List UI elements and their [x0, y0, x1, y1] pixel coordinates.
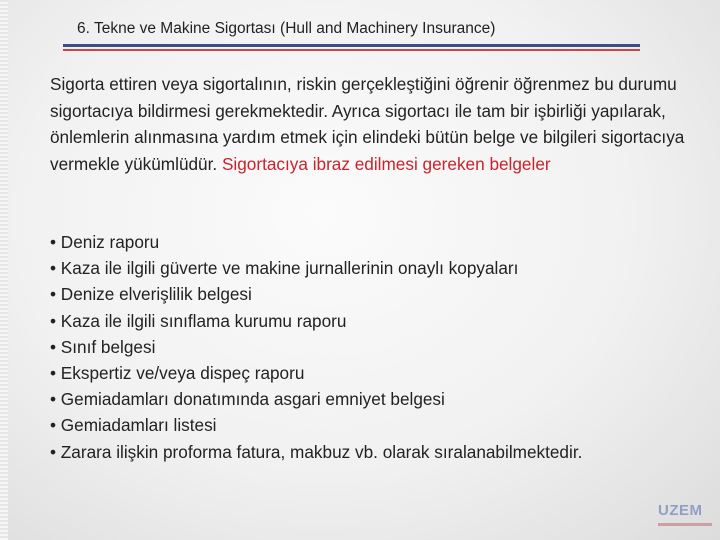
title-underline-red	[63, 49, 640, 51]
list-item: • Deniz raporu	[50, 229, 702, 255]
title-underline-blue	[63, 44, 640, 47]
paragraph-highlight: Sigortacıya ibraz edilmesi gereken belgeler	[221, 153, 551, 174]
list-item: • Gemiadamları listesi	[50, 412, 702, 438]
list-item: • Gemiadamları donatımında asgari emniyet belgesi	[50, 386, 702, 412]
list-item: • Kaza ile ilgili güverte ve makine jurnallerinin onaylı kopyaları	[50, 255, 702, 281]
slide-title: 6. Tekne ve Makine Sigortası (Hull and Machinery Insurance)	[77, 20, 496, 37]
logo-text: UZEM	[658, 502, 703, 519]
paragraph-text: Sigorta ettiren veya sigortalının, riskin gerçekleştiğini öğrenir öğrenmez bu durumu sigortacıya bildirmesi gerekmektedir. Ayrıca sigortacı ile tam bir işbirliği yapılarak, önlemlerin alınmasına yardım etmek için elindeki bütün belge ve bilgileri sigortacıya vermekle yükümlüdür.	[50, 74, 685, 174]
list-item: • Ekspertiz ve/veya dispeç raporu	[50, 360, 702, 386]
document-list	[50, 229, 702, 465]
list-item: • Kaza ile ilgili sınıflama kurumu raporu	[50, 308, 702, 334]
uzem-logo	[658, 502, 712, 530]
list-item: • Zarara ilişkin proforma fatura, makbuz vb. olarak sıralanabilmektedir.	[50, 439, 702, 465]
logo-underline	[658, 523, 712, 526]
left-decorative-stripe	[0, 0, 8, 540]
list-item: • Sınıf belgesi	[50, 334, 702, 360]
list-item: • Denize elverişlilik belgesi	[50, 281, 702, 307]
body-paragraph	[50, 71, 702, 177]
